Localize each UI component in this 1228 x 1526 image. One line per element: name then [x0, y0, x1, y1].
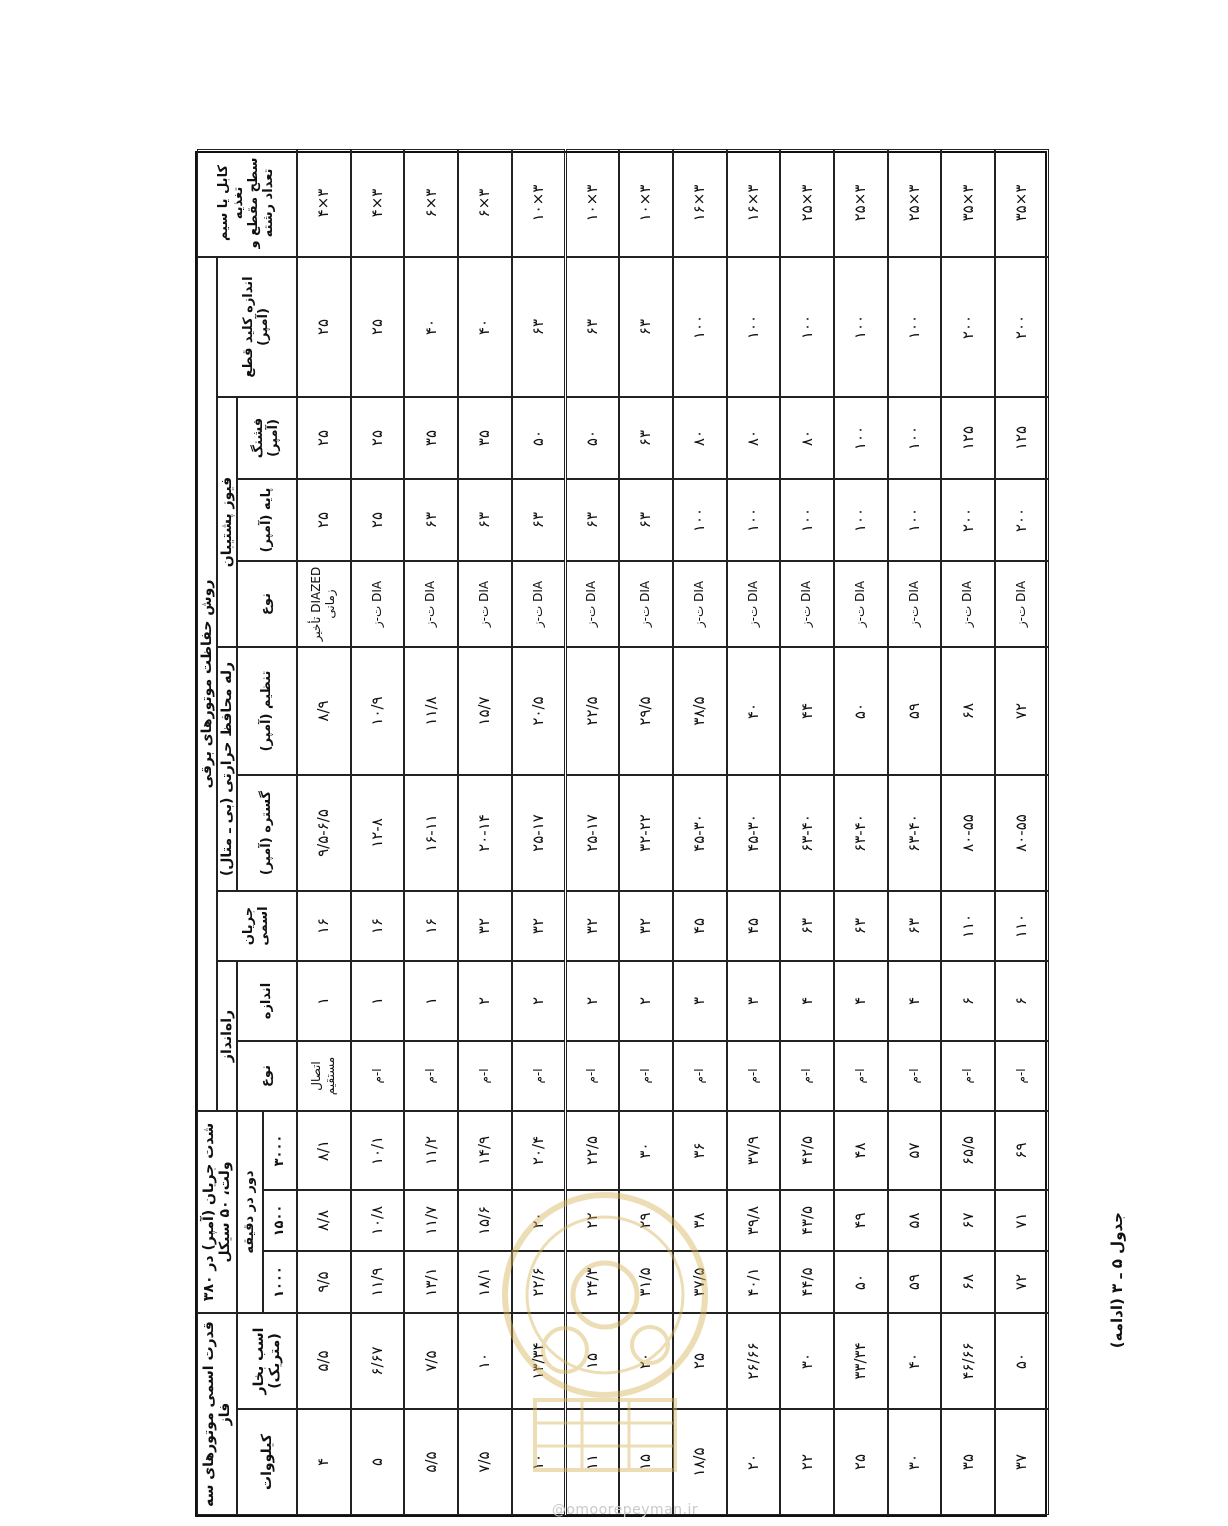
table-cell-kw: ۱۱ [566, 1409, 620, 1515]
table-cell-ftype: DIA ت-ز [995, 561, 1049, 647]
table-cell-switch: ۱۰۰ [780, 257, 834, 397]
table-cell-switch: ۱۰۰ [888, 257, 942, 397]
header-current-group: شدت جریان (آمپر) در ۳۸۰ ولت، ۵۰ سیکل [197, 1111, 237, 1313]
table-cell-setting: ۵۹ [888, 647, 942, 775]
header-starter-group: راه‌انداز [217, 961, 237, 1111]
table-cell-range: ۲۵-۱۷ [512, 775, 566, 891]
table-cell-kw: ۷/۵ [458, 1409, 512, 1515]
header-power-group: قدرت اسمی موتورهای سه فاز [197, 1313, 237, 1515]
table-cell-ftype: DIA ت-ز [619, 561, 673, 647]
table-cell-stype: ا-م [834, 1041, 888, 1111]
table-cell-a1000: ۹/۵ [297, 1251, 351, 1313]
table-cell-range: ۶۳-۴۰ [834, 775, 888, 891]
table-cell-hp: ۱۳/۳۴ [512, 1313, 566, 1409]
table-cell-fbase: ۶۳ [619, 479, 673, 561]
table-cell-setting: ۲۹/۵ [619, 647, 673, 775]
table-cell-cable: ۳×۳۵ [941, 149, 995, 257]
table-cell-fbase: ۱۰۰ [780, 479, 834, 561]
table-cell-kw: ۵/۵ [404, 1409, 458, 1515]
header-fuse-cartridge: فشنگ (آمپر) [237, 397, 297, 479]
table-cell-ssize: ۱ [297, 961, 351, 1041]
table-cell-a1500: ۱۵/۶ [458, 1190, 512, 1251]
table-cell-a1500: ۱۰/۸ [351, 1190, 405, 1251]
header-rpm-1000: ۱۰۰۰ [263, 1251, 297, 1313]
table-cell-ssize: ۴ [888, 961, 942, 1041]
table-cell-setting: ۳۸/۵ [673, 647, 727, 775]
header-rpm-1500: ۱۵۰۰ [263, 1190, 297, 1251]
table-cell-ftype: DIA ت-ز [566, 561, 620, 647]
table-cell-cable: ۳×۱۰ [512, 149, 566, 257]
table-cell-range: ۹/۵-۶/۵ [297, 775, 351, 891]
table-cell-rated: ۶۳ [888, 891, 942, 961]
table-cell-a1000: ۱۸/۱ [458, 1251, 512, 1313]
table-cell-ftype: DIA ت-ز [673, 561, 727, 647]
table-cell-stype: ا-م [619, 1041, 673, 1111]
table-cell-cable: ۳×۴ [297, 149, 351, 257]
table-cell-cable: ۳×۲۵ [888, 149, 942, 257]
header-kw: کیلووات [237, 1409, 297, 1515]
table-cell-setting: ۱۵/۷ [458, 647, 512, 775]
table-cell-rated: ۳۲ [458, 891, 512, 961]
table-cell-setting: ۶۸ [941, 647, 995, 775]
table-cell-ftype: DIA ت-ز [727, 561, 781, 647]
table-cell-hp: ۳۰ [780, 1313, 834, 1409]
table-cell-ssize: ۲ [458, 961, 512, 1041]
table-cell-a3000: ۸/۱ [297, 1111, 351, 1190]
table-cell-a3000: ۳۷/۹ [727, 1111, 781, 1190]
table-cell-fcart: ۲۵ [297, 397, 351, 479]
header-fuse-group: فیوز پشتیبان [217, 397, 237, 647]
table-cell-cable: ۳×۱۶ [727, 149, 781, 257]
table-cell-rated: ۶۳ [834, 891, 888, 961]
table-cell-hp: ۲۰ [619, 1313, 673, 1409]
table-cell-switch: ۶۳ [512, 257, 566, 397]
table-cell-cable: ۳×۱۰ [619, 149, 673, 257]
table-cell-a1000: ۳۷/۵ [673, 1251, 727, 1313]
table-cell-stype: ا-م [566, 1041, 620, 1111]
table-cell-ssize: ۲ [566, 961, 620, 1041]
table-cell-rated: ۴۵ [673, 891, 727, 961]
table-cell-fbase: ۲۰۰ [941, 479, 995, 561]
table-cell-fbase: ۶۳ [566, 479, 620, 561]
table-cell-stype: ا-م [351, 1041, 405, 1111]
table-cell-a1500: ۵۸ [888, 1190, 942, 1251]
table-cell-stype: ا-م [995, 1041, 1049, 1111]
table-cell-switch: ۲۰۰ [941, 257, 995, 397]
table-cell-ssize: ۱ [404, 961, 458, 1041]
table-cell-switch: ۱۰۰ [727, 257, 781, 397]
table-cell-ftype: DIA ت-ز [834, 561, 888, 647]
table-cell-a3000: ۶۵/۵ [941, 1111, 995, 1190]
table-cell-a3000: ۱۱/۲ [404, 1111, 458, 1190]
table-cell-a1000: ۴۰/۱ [727, 1251, 781, 1313]
table-cell-range: ۸۰-۵۵ [995, 775, 1049, 891]
table-cell-ftype: DIA ت-ز [458, 561, 512, 647]
table-cell-a1500: ۴۳/۵ [780, 1190, 834, 1251]
table-cell-setting: ۱۰/۹ [351, 647, 405, 775]
table-cell-a1500: ۱۱/۷ [404, 1190, 458, 1251]
table-cell-switch: ۲۰۰ [995, 257, 1049, 397]
table-cell-fcart: ۱۲۵ [941, 397, 995, 479]
table-cell-fcart: ۸۰ [673, 397, 727, 479]
header-rpm-3000: ۳۰۰۰ [263, 1111, 297, 1190]
table-cell-a1000: ۲۲/۶ [512, 1251, 566, 1313]
header-switch-size: اندازه کلید قطع (آمپر) [217, 257, 297, 397]
header-relay-range: گستره (آمپر) [237, 775, 297, 891]
table-cell-hp: ۱۵ [566, 1313, 620, 1409]
table-cell-switch: ۲۵ [351, 257, 405, 397]
table-cell-fcart: ۱۰۰ [834, 397, 888, 479]
table-cell-a1000: ۲۴/۳ [566, 1251, 620, 1313]
table-cell-fcart: ۸۰ [780, 397, 834, 479]
table-cell-cable: ۳×۱۶ [673, 149, 727, 257]
table-cell-hp: ۳۳/۳۴ [834, 1313, 888, 1409]
table-cell-setting: ۲۲/۵ [566, 647, 620, 775]
table-cell-ssize: ۴ [834, 961, 888, 1041]
table-cell-ftype: DIA ت-ز [512, 561, 566, 647]
table-cell-setting: ۸/۹ [297, 647, 351, 775]
table-cell-fbase: ۶۳ [458, 479, 512, 561]
table-cell-a1000: ۶۸ [941, 1251, 995, 1313]
table-cell-rated: ۱۶ [297, 891, 351, 961]
table-cell-cable: ۳×۳۵ [995, 149, 1049, 257]
table-cell-a3000: ۳۶ [673, 1111, 727, 1190]
table-cell-kw: ۱۰ [512, 1409, 566, 1515]
table-cell-fcart: ۵۰ [566, 397, 620, 479]
table-cell-fbase: ۲۵ [297, 479, 351, 561]
table-cell-hp: ۲۵ [673, 1313, 727, 1409]
table-cell-fcart: ۳۵ [404, 397, 458, 479]
table-cell-ssize: ۲ [619, 961, 673, 1041]
table-cell-setting: ۴۴ [780, 647, 834, 775]
table-cell-switch: ۶۳ [619, 257, 673, 397]
header-fuse-type: نوع [237, 561, 297, 647]
table-cell-switch: ۱۰۰ [673, 257, 727, 397]
table-cell-a1000: ۵۰ [834, 1251, 888, 1313]
table-cell-fbase: ۱۰۰ [834, 479, 888, 561]
table-cell-range: ۱۲-۸ [351, 775, 405, 891]
table-cell-switch: ۴۰ [404, 257, 458, 397]
table-cell-cable: ۳×۶ [458, 149, 512, 257]
table-cell-a1000: ۳۱/۵ [619, 1251, 673, 1313]
header-cable: کابل یا سیم تغذیه سطح مقطع و تعداد رشته [197, 149, 297, 257]
table-cell-ftype: DIA ت-ز [780, 561, 834, 647]
table-cell-range: ۲۰-۱۴ [458, 775, 512, 891]
table-cell-a3000: ۴۸ [834, 1111, 888, 1190]
table-cell-stype: ا-م [888, 1041, 942, 1111]
table-cell-setting: ۷۲ [995, 647, 1049, 775]
table-cell-fcart: ۱۲۵ [995, 397, 1049, 479]
table-cell-rated: ۳۲ [566, 891, 620, 961]
table-cell-a1000: ۱۳/۱ [404, 1251, 458, 1313]
table-cell-range: ۱۶-۱۱ [404, 775, 458, 891]
table-cell-switch: ۱۰۰ [834, 257, 888, 397]
table-cell-a3000: ۴۲/۵ [780, 1111, 834, 1190]
table-cell-switch: ۴۰ [458, 257, 512, 397]
table-cell-ftype: DIA ت-ز [351, 561, 405, 647]
table-cell-range: ۸۰-۵۵ [941, 775, 995, 891]
table-cell-kw: ۲۲ [780, 1409, 834, 1515]
table-cell-ssize: ۶ [941, 961, 995, 1041]
table-cell-cable: ۳×۶ [404, 149, 458, 257]
header-hp: اسب بخار (متریک) [237, 1313, 297, 1409]
table-cell-a1500: ۲۰ [512, 1190, 566, 1251]
table-cell-a3000: ۱۴/۹ [458, 1111, 512, 1190]
table-cell-switch: ۲۵ [297, 257, 351, 397]
header-fuse-base: پایه (آمپر) [237, 479, 297, 561]
table-cell-range: ۶۳-۴۰ [780, 775, 834, 891]
table-cell-a3000: ۵۷ [888, 1111, 942, 1190]
table-cell-hp: ۵۰ [995, 1313, 1049, 1409]
table-cell-rated: ۱۶ [351, 891, 405, 961]
table-cell-stype: ا-م [404, 1041, 458, 1111]
table-cell-fbase: ۲۵ [351, 479, 405, 561]
table-cell-fcart: ۶۳ [619, 397, 673, 479]
table-cell-a1000: ۴۴/۵ [780, 1251, 834, 1313]
table-cell-kw: ۳۰ [888, 1409, 942, 1515]
table-cell-fcart: ۵۰ [512, 397, 566, 479]
table-cell-kw: ۵ [351, 1409, 405, 1515]
table-cell-range: ۳۲-۲۲ [619, 775, 673, 891]
table-cell-fbase: ۶۳ [512, 479, 566, 561]
table-cell-fbase: ۲۰۰ [995, 479, 1049, 561]
header-rated-current: جریان اسمی [217, 891, 297, 961]
table-cell-rated: ۱۱۰ [995, 891, 1049, 961]
table-cell-setting: ۱۱/۸ [404, 647, 458, 775]
table-cell-cable: ۳×۴ [351, 149, 405, 257]
table-cell-ssize: ۴ [780, 961, 834, 1041]
table-cell-rated: ۶۳ [780, 891, 834, 961]
table-cell-a3000: ۱۰/۱ [351, 1111, 405, 1190]
table-cell-cable: ۳×۱۰ [566, 149, 620, 257]
table-cell-a1500: ۳۹/۸ [727, 1190, 781, 1251]
table-cell-fcart: ۸۰ [727, 397, 781, 479]
table-cell-hp: ۴۰ [888, 1313, 942, 1409]
footer-watermark: @omoorepeyman.ir [551, 1502, 699, 1518]
table-cell-range: ۲۵-۱۷ [566, 775, 620, 891]
table-cell-a1500: ۲۲ [566, 1190, 620, 1251]
table-cell-a1000: ۵۹ [888, 1251, 942, 1313]
table-cell-fcart: ۲۵ [351, 397, 405, 479]
table-cell-a3000: ۲۲/۵ [566, 1111, 620, 1190]
table-cell-a1000: ۱۱/۹ [351, 1251, 405, 1313]
table-cell-kw: ۳۷ [995, 1409, 1049, 1515]
header-rpm: دور در دقیقه [237, 1111, 263, 1313]
table-cell-hp: ۱۰ [458, 1313, 512, 1409]
header-relay-setting: تنظیم (آمپر) [237, 647, 297, 775]
table-cell-fbase: ۶۳ [404, 479, 458, 561]
table-cell-a1500: ۲۹ [619, 1190, 673, 1251]
table-cell-fbase: ۱۰۰ [888, 479, 942, 561]
table-cell-stype: ا-م [458, 1041, 512, 1111]
table-cell-ftype: DIAZED تأخیر زمانی [297, 561, 351, 647]
header-starter-type: نوع [237, 1041, 297, 1111]
header-protection-group: روش حفاظت موتورهای برقی [197, 257, 217, 1111]
table-cell-a1500: ۳۸ [673, 1190, 727, 1251]
table-cell-switch: ۶۳ [566, 257, 620, 397]
table-cell-fbase: ۱۰۰ [727, 479, 781, 561]
table-cell-kw: ۴ [297, 1409, 351, 1515]
table-cell-stype: ا-م [673, 1041, 727, 1111]
table-cell-kw: ۲۰ [727, 1409, 781, 1515]
table-cell-kw: ۲۵ [834, 1409, 888, 1515]
table-cell-ftype: DIA ت-ز [888, 561, 942, 647]
table-cell-a1500: ۷۱ [995, 1190, 1049, 1251]
table-cell-cable: ۳×۲۵ [834, 149, 888, 257]
table-cell-ssize: ۲ [512, 961, 566, 1041]
table-cell-stype: اتصال مستقیم [297, 1041, 351, 1111]
table-cell-setting: ۵۰ [834, 647, 888, 775]
table-cell-a1000: ۷۲ [995, 1251, 1049, 1313]
table-cell-rated: ۳۲ [619, 891, 673, 961]
table-cell-setting: ۴۰ [727, 647, 781, 775]
header-relay-group: رله محافظ حرارتی (بی ـ متال) [217, 647, 237, 891]
table-cell-a3000: ۶۹ [995, 1111, 1049, 1190]
table-cell-kw: ۱۵ [619, 1409, 673, 1515]
motor-protection-table [195, 151, 1047, 1517]
table-cell-a1500: ۸/۸ [297, 1190, 351, 1251]
table-cell-hp: ۲۶/۶۶ [727, 1313, 781, 1409]
table-cell-stype: ا-م [512, 1041, 566, 1111]
table-cell-range: ۴۵-۳۰ [727, 775, 781, 891]
header-starter-size: اندازه [237, 961, 297, 1041]
table-cell-rated: ۱۱۰ [941, 891, 995, 961]
table-cell-hp: ۵/۵ [297, 1313, 351, 1409]
table-cell-rated: ۱۶ [404, 891, 458, 961]
table-cell-hp: ۷/۵ [404, 1313, 458, 1409]
table-cell-rated: ۳۲ [512, 891, 566, 961]
table-caption: جدول ۵ ـ ۳ (ادامه) [1108, 1212, 1126, 1349]
table-cell-stype: ا-م [780, 1041, 834, 1111]
table-cell-fcart: ۳۵ [458, 397, 512, 479]
table-cell-ssize: ۳ [727, 961, 781, 1041]
table-cell-hp: ۶/۶۷ [351, 1313, 405, 1409]
table-cell-setting: ۲۰/۵ [512, 647, 566, 775]
table-cell-a1500: ۶۷ [941, 1190, 995, 1251]
table-cell-ssize: ۱ [351, 961, 405, 1041]
table-cell-fcart: ۱۰۰ [888, 397, 942, 479]
table-cell-a1500: ۴۹ [834, 1190, 888, 1251]
table-cell-stype: ا-م [941, 1041, 995, 1111]
table-cell-hp: ۴۶/۶۶ [941, 1313, 995, 1409]
table-cell-ftype: DIA ت-ز [941, 561, 995, 647]
table-cell-stype: ا-م [727, 1041, 781, 1111]
table-cell-cable: ۳×۲۵ [780, 149, 834, 257]
table-cell-range: ۶۳-۴۰ [888, 775, 942, 891]
table-cell-kw: ۱۸/۵ [673, 1409, 727, 1515]
table-cell-range: ۴۵-۳۰ [673, 775, 727, 891]
table-cell-kw: ۳۵ [941, 1409, 995, 1515]
table-cell-ftype: DIA ت-ز [404, 561, 458, 647]
table-cell-ssize: ۶ [995, 961, 1049, 1041]
table-cell-rated: ۴۵ [727, 891, 781, 961]
table-cell-a3000: ۲۰/۴ [512, 1111, 566, 1190]
table-cell-fbase: ۱۰۰ [673, 479, 727, 561]
table-cell-a3000: ۳۰ [619, 1111, 673, 1190]
table-cell-ssize: ۳ [673, 961, 727, 1041]
